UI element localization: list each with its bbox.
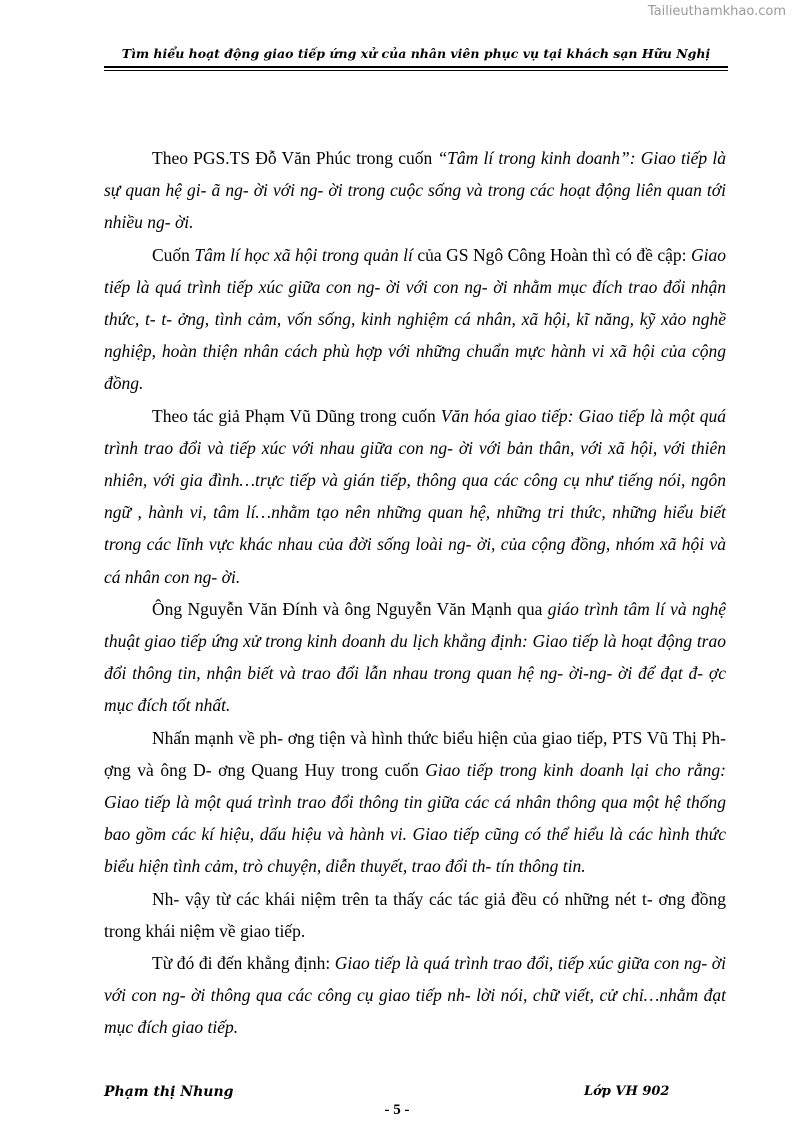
header-rule [104, 66, 728, 68]
paragraph-3 [104, 400, 726, 593]
page-number: - 5 - [384, 1102, 410, 1118]
paragraph-5-text: Nhấn mạnh về ph- ơng tiện và hình thức biểu hiện của giao tiếp, PTS Vũ Thị Ph- ợng và ông D- ơng Quang Huy trong cuốn [104, 727, 726, 780]
header-rule-thin [104, 70, 728, 71]
paragraph-2-text-2: của GS Ngô Công Hoàn thì có đề cập: [412, 244, 691, 265]
paragraph-1-quote: “Tâm lí trong kinh doanh”: Giao tiếp là sự quan hệ gi- ã ng- ời với ng- ời trong cuộc sống và trong các hoạt động liên quan tới nhiều ng- ời. [104, 148, 726, 233]
paragraph-2-book-title: Tâm lí học xã hội trong quản lí [194, 244, 413, 265]
paragraph-3-text: Theo tác giả Phạm Vũ Dũng trong cuốn [152, 405, 441, 426]
paragraph-2 [104, 239, 726, 400]
paragraph-7-text: Từ đó đi đến khẳng định: [152, 953, 335, 974]
paragraph-2-quote: Giao tiếp là quá trình tiếp xúc giữa con ng- ời với con ng- ời nhằm mục đích trao đổi nhận thức, t- t- ởng, tình cảm, vốn sống, kinh nghiệm cá nhân, xã hội, kĩ năng, kỹ xảo nghề nghiệp, hoàn thiện nhân cách phù hợp với những chuẩn mực hành vi xã hội của cộng đồng. [104, 244, 726, 394]
paragraph-6-text: Nh- vậy từ các khái niệm trên ta thấy các tác giả đều có những nét t- ơng đồng trong khái niệm về giao tiếp. [104, 888, 726, 941]
paragraph-2-text: Cuốn [152, 244, 195, 265]
document-body [104, 142, 726, 1044]
paragraph-4 [104, 593, 726, 722]
paragraph-5-quote: Giao tiếp trong kinh doanh lại cho rằng: Giao tiếp là một quá trình trao đổi thông tin giữa các cá nhân thông qua một hệ thống bao gồm các kí hiệu, dấu hiệu và hành vi. Giao tiếp cũng có thể hiểu là các hình thức biểu hiện tình cảm, trò chuyện, diễn thuyết, trao đổi th- tín thông tin. [104, 759, 726, 877]
watermark-text: Tailieuthamkhao.com [647, 4, 786, 19]
paragraph-1-text: Theo PGS.TS Đỗ Văn Phúc trong cuốn [152, 148, 438, 168]
paragraph-5 [104, 722, 726, 883]
footer-class: Lớp VH 902 [584, 1084, 670, 1099]
running-header: Tìm hiểu hoạt động giao tiếp ứng xử của nhân viên phục vụ tại khách sạn Hữu Nghị [121, 46, 711, 61]
footer-author: Phạm thị Nhung [104, 1084, 234, 1100]
paragraph-7-quote: Giao tiếp là quá trình trao đổi, tiếp xúc giữa con ng- ời với con ng- ời thông qua các công cụ giao tiếp nh- lời nói, chữ viết, cử chỉ…nhằm đạt mục đích giao tiếp. [104, 953, 727, 1038]
paragraph-4-text: Ông Nguyễn Văn Đính và ông Nguyễn Văn Mạnh qua [152, 598, 548, 619]
paragraph-6 [104, 883, 726, 947]
paragraph-4-quote: giáo trình tâm lí và nghệ thuật giao tiếp ứng xử trong kinh doanh du lịch khẳng định: Giao tiếp là hoạt động trao đổi thông tin, nhận biết và trao đổi lẫn nhau trong quan hệ ng- ời-ng- ời để đạt đ- ợc mục đích tốt nhất. [104, 598, 726, 716]
paragraph-7 [104, 947, 726, 1044]
paragraph-3-quote: Văn hóa giao tiếp: Giao tiếp là một quá trình trao đổi và tiếp xúc với nhau giữa con ng- ời với bản thân, với xã hội, với thiên nhiên, với gia đình…trực tiếp và gián tiếp, thông qua các công cụ như tiếng nói, ngôn ngữ , hành vi, tâm lí…nhằm tạo nên những quan hệ, những tri thức, những hiểu biết trong các lĩnh vực khác nhau của đời sống loài ng- ời, của cộng đồng, nhóm xã hội và cá nhân con ng- ời. [104, 405, 726, 587]
paragraph-1 [104, 142, 726, 239]
